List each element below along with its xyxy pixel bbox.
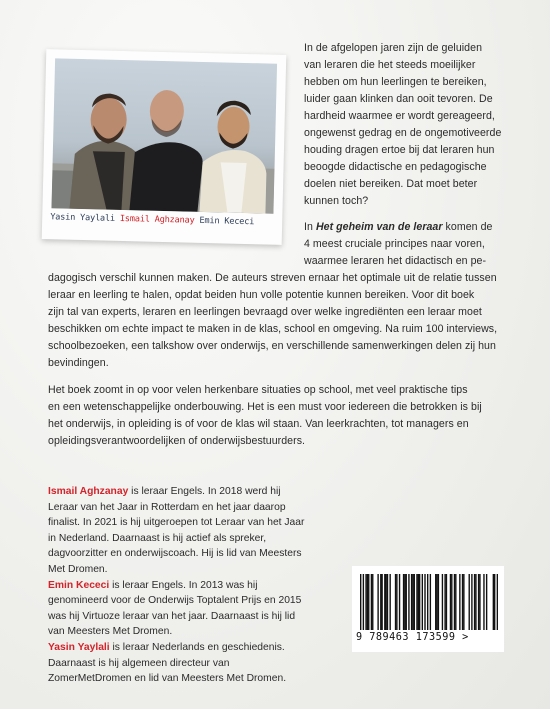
isbn-digits: 9 789463 173599 > [356,632,469,643]
barcode-bar [404,574,405,630]
intro-line: hardheid waarmee er wordt gereageerd, [304,110,495,122]
barcode-bar [479,574,480,630]
barcode-bar [419,574,420,630]
bio-yasin [48,640,313,687]
barcode-bar [438,574,439,630]
barcode-bar [399,574,400,630]
barcode-bar [422,574,423,630]
barcode-bar [436,574,437,630]
intro-line: doelen niet bereiken. Dat moet beter [304,178,478,190]
bio-text: is leraar Engels. In 2018 werd hij Leraar van het Jaar in Rotterdam en het jaar daarop finalist. In 2021 is hij uitgeroepen tot Leraar van het Jaar in Nederland. Daarnaast is hij actief als spreker, dagvoorzitter en onderwijscoach. Hij is lid van Meesters Met Dromen. [48,486,305,575]
barcode-bar [478,574,479,630]
intro-line: In de afgelopen jaren zijn de geluiden [304,42,483,54]
bio-text: is leraar Engels. In 2013 was hij genomineerd voor de Onderwijs Toptalent Prijs en 2015 was hij Virtuoze leraar van het jaar. Daarnaast is hij lid van Meesters Met Dromen. [48,579,302,638]
person-right [199,100,268,214]
barcode-bar [442,574,443,630]
intro-line: houding dragen ertoe bij dat leraren hun [304,144,495,156]
person-middle [129,89,204,212]
barcode-bar [450,574,451,630]
barcode-bar [483,574,484,630]
book-title: Het geheim van de leraar [315,221,443,233]
barcode-bar [459,574,460,630]
barcode-bar [406,574,407,630]
author-photo [51,58,277,213]
barcode-bar [454,574,455,630]
barcode-bar [363,574,364,630]
bio-text: is leraar Nederlands en geschiedenis. Daarnaast is hij algemeen directeur van ZomerMetDromen en lid van Meesters Met Dromen. [48,641,287,685]
intro-line: luider gaan klinken dan ooit tevoren. De [304,93,493,105]
barcode-bar [408,574,409,630]
barcode-bar [411,574,412,630]
barcode-bar [444,574,445,630]
barcode-bar [360,574,361,630]
barcode-bar [365,574,366,630]
barcode-bar [367,574,368,630]
barcode-bar [380,574,381,630]
barcode-bar [463,574,464,630]
barcode-bar [372,574,373,630]
barcode-bar [371,574,372,630]
barcode-bar [486,574,487,630]
book-line: zijn tal van experts, leraren en leerlingen bevraagd over welke ingrediënten een leraar moet [48,306,482,318]
author-bios [48,484,313,687]
bio-ismail [48,484,313,578]
author-photo-illustration [51,58,277,213]
barcode-bar [396,574,397,630]
bio-name: Emin Kececi [48,579,110,591]
barcode-bar [389,574,390,630]
barcode-bar [475,574,476,630]
bio-emin [48,578,313,640]
intro-line: beoogde didactische en pedagogische [304,161,487,173]
barcode-bar [412,574,413,630]
book-line: schoolbezoeken, een talkshow over onderwijs, en verschillende samenwerkingen delen zij hun [48,340,496,352]
barcode-bar [493,574,494,630]
book-line: dagogisch verschil kunnen maken. De auteurs streven ernaar het optimale uit de relatie tussen [48,272,497,284]
intro-line: hebben om hun leerlingen te bereiken, [304,76,487,88]
author-photo-polaroid [42,49,287,245]
caption-name-emin: Emin Kececi [199,215,255,228]
barcode-bar [424,574,425,630]
barcode-bar [381,574,382,630]
barcode-bar [494,574,495,630]
barcode-bar [497,574,498,630]
barcode-bar [377,574,378,630]
barcode-bar [435,574,436,630]
barcode-bar [455,574,456,630]
barcode-bar [403,574,404,630]
barcode-bar [416,574,417,630]
paragraph-line: het onderwijs, in opleiding is of voor de klas wil staan. Van leerkrachten, tot managers en [48,418,469,430]
barcode-bar [462,574,463,630]
paragraph-line: Het boek zoomt in op voor velen herkenbare situaties op school, met veel praktische tips [48,384,468,396]
bio-name: Ismail Aghzanay [48,486,129,497]
barcode-bar [469,574,470,630]
isbn-barcode [352,566,504,652]
barcode-bar [418,574,419,630]
caption-name-ismail: Ismail Aghzanay [119,213,195,226]
book-line: leraar en leerling te halen, opdat beiden hun volle potentie kunnen bereiken. Voor dit boek [48,289,475,301]
barcode-bar [395,574,396,630]
barcode-bar [368,574,369,630]
barcode-bar [430,574,431,630]
barcode-bars [360,574,498,630]
photo-caption [50,212,274,227]
barcode-bar [471,574,472,630]
book-line: beschikken om echte impact te maken in de klas, school en omgeving. Na ruim 100 interviews, [48,323,498,335]
intro-line: ongewenst gedrag en de ongemotiveerde [304,127,502,139]
paragraph-line: opleidingsverantwoordelijken of onderwijsbestuurders. [48,435,306,447]
barcode-bar [474,574,475,630]
barcode-bar [384,574,385,630]
book-line: waarmee leraren het didactisch en pe- [304,255,487,267]
book-title-prefix: In [304,221,316,233]
barcode-bar [387,574,388,630]
book-title-suffix: komen de [442,221,493,233]
book-title-line [304,219,492,236]
intro-line: kunnen toch? [304,195,369,207]
bio-name: Yasin Yaylali [48,641,110,653]
intro-line: van leraren die het steeds moeilijker [304,59,476,71]
caption-name-yasin: Yasin Yaylali [50,212,116,224]
barcode-bar [446,574,447,630]
book-line: bevindingen. [48,357,109,369]
barcode-bar [385,574,386,630]
book-line: 4 meest cruciale principes naar voren, [304,238,485,250]
barcode-bar [427,574,428,630]
paragraph-line: en een wetenschappelijke onderbouwing. Het is een must voor iedereen die betrokken is bij [48,401,482,413]
barcode-bar [414,574,415,630]
barcode-bar [451,574,452,630]
